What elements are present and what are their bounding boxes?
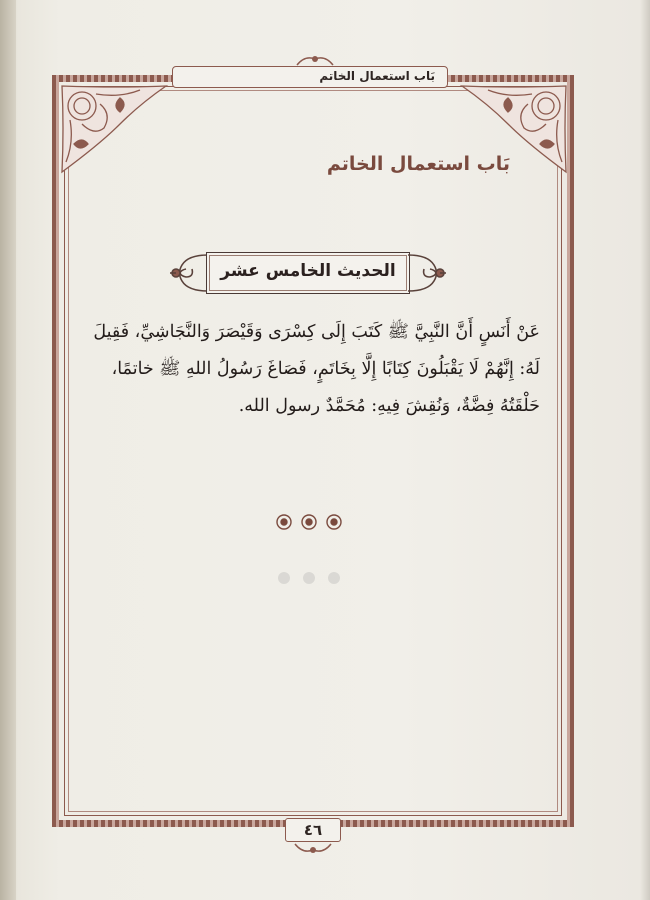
running-header bbox=[172, 66, 448, 88]
chapter-title: بَاب استعمال الخاتم bbox=[326, 153, 510, 175]
page-number: ٤٦ bbox=[303, 821, 323, 839]
scroll-flourish-icon bbox=[168, 245, 210, 301]
hadith-line: عَنْ أَنَسٍ أَنَّ النَّبِيَّ ﷺ كَتَبَ إِلَى كِسْرَى وَقَيْصَرَ وَالنَّجَاشِيِّ، فَقِيلَ bbox=[93, 322, 540, 342]
scroll-flourish-icon bbox=[406, 245, 448, 301]
top-ornament-icon bbox=[295, 53, 335, 67]
hadith-heading: الحديث الخامس عشر bbox=[220, 261, 396, 281]
page-number-box bbox=[285, 818, 341, 842]
hadith-line: حَلْقَتُهُ فِضَّةٌ، وَنُقِشَ فِيهِ: مُحَمَّدٌ رسول الله. bbox=[238, 396, 540, 416]
bottom-ornament-icon bbox=[293, 842, 333, 856]
page-gutter bbox=[0, 0, 16, 900]
inner-frame-line-secondary bbox=[68, 90, 558, 812]
corner-arabesque-icon bbox=[60, 84, 170, 174]
show-through-divider-icon bbox=[272, 568, 346, 588]
running-header-title: بَاب استعمال الخاتم bbox=[319, 69, 435, 83]
hadith-text bbox=[88, 314, 540, 425]
rosette-divider-icon bbox=[272, 512, 346, 532]
hadith-heading-box bbox=[206, 252, 410, 294]
hadith-line: لَهُ: إِنَّهُمْ لَا يَقْبَلُونَ كِتَابًا إِلَّا بِخَاتَمٍ، فَصَاغَ رَسُولُ اللهِ ﷺ خاتمًا، bbox=[111, 359, 540, 379]
